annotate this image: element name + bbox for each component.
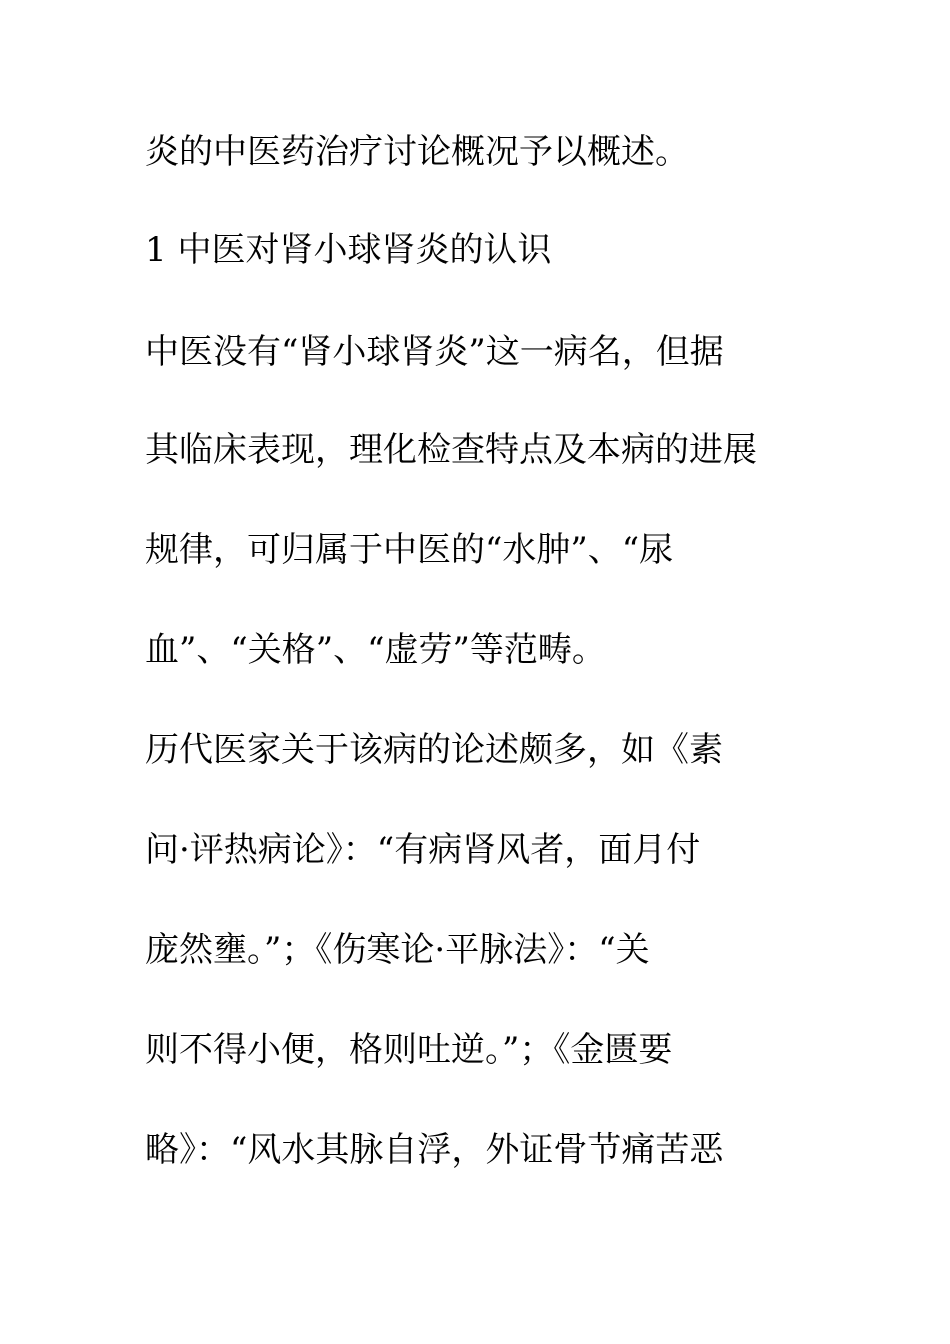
text-line: 则不得小便，格则吐逆。”；《金匮要 xyxy=(145,1030,673,1070)
text-line: 血”、“关格”、“虚劳”等范畴。 xyxy=(145,630,606,670)
text-line: 问·评热病论》：“有病肾风者，面月付 xyxy=(145,830,701,870)
text-line: 略》：“风水其脉自浮，外证骨节痛苦恶 xyxy=(145,1130,724,1170)
text-line: 炎的中医药治疗讨论概况予以概述。 xyxy=(145,132,689,172)
section-heading: 1 中医对肾小球肾炎的认识 xyxy=(145,230,552,270)
text-line: 历代医家关于该病的论述颇多，如《素 xyxy=(145,730,723,770)
text-line: 中医没有“肾小球肾炎”这一病名，但据 xyxy=(145,332,724,372)
text-line: 其临床表现，理化检查特点及本病的进展 xyxy=(145,430,757,470)
text-line: 庞然壅。”；《伤寒论·平脉法》：“关 xyxy=(145,930,650,970)
text-line: 规律，可归属于中医的“水肿”、“尿 xyxy=(145,530,674,570)
